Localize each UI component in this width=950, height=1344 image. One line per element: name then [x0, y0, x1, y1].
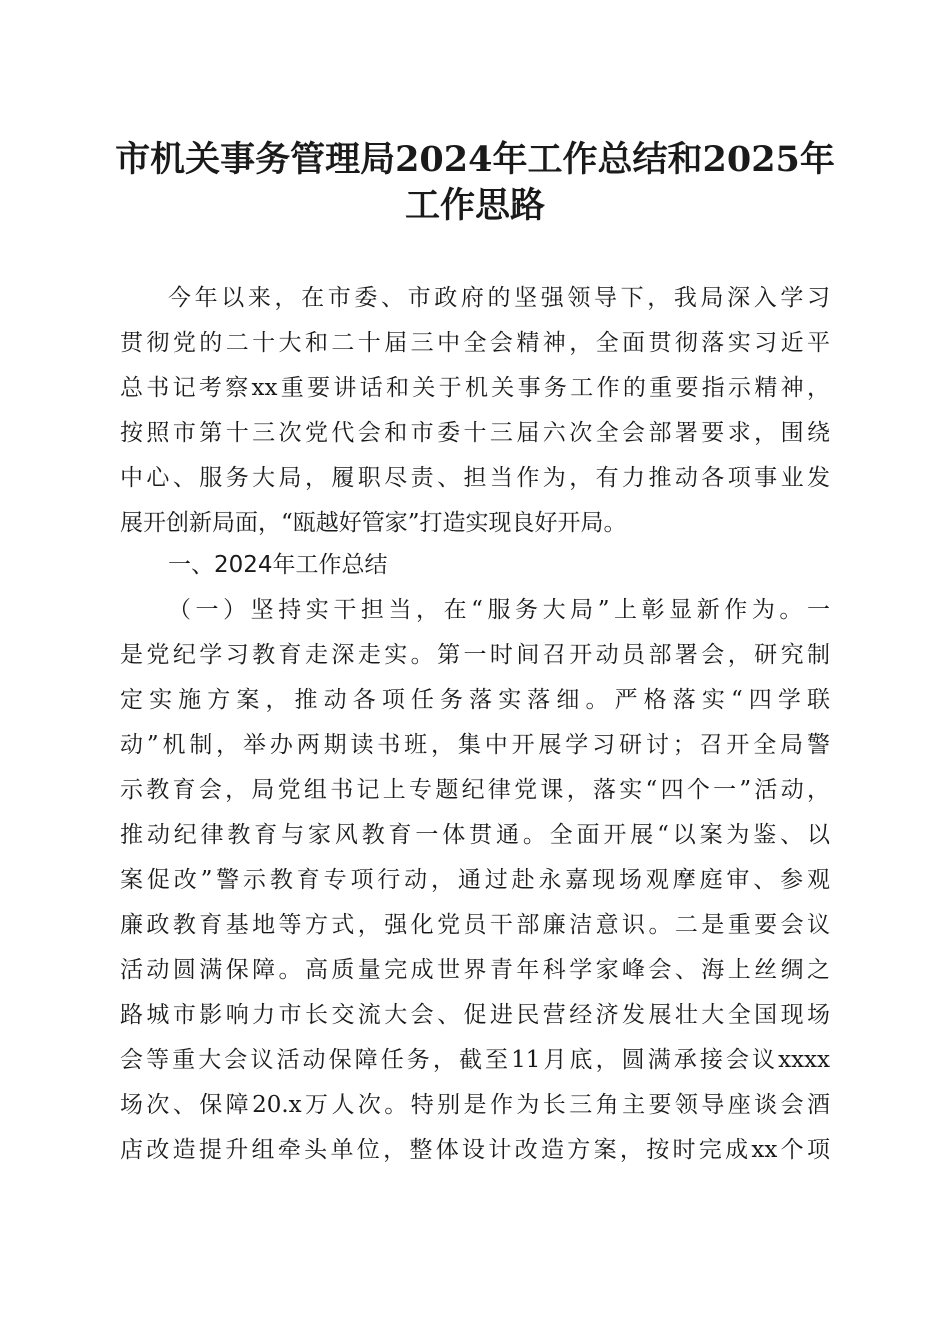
body-line: 路城市影响力市长交流大会、促进民营经济发展壮大全国现场 — [120, 1002, 830, 1028]
body-line: 是党纪学习教育走深走实。第一时间召开动员部署会，研究制 — [120, 642, 830, 668]
document-title-line-1: 市机关事务管理局2024年工作总结和2025年 — [115, 139, 835, 180]
document-title-line-2: 工作思路 — [404, 185, 545, 226]
body-line: 定实施方案，推动各项任务落实落细。严格落实“四学联 — [120, 687, 830, 713]
intro-line: 总书记考察xx重要讲话和关于机关事务工作的重要指示精神， — [120, 375, 830, 401]
section-heading: 一、2024年工作总结 — [168, 552, 388, 578]
body-line: 活动圆满保障。高质量完成世界青年科学家峰会、海上丝绸之 — [120, 957, 830, 983]
intro-line: 今年以来，在市委、市政府的坚强领导下，我局深入学习 — [168, 285, 830, 311]
body-line: 廉政教育基地等方式，强化党员干部廉洁意识。二是重要会议 — [120, 912, 830, 938]
body-line: 场次、保障20.x万人次。特别是作为长三角主要领导座谈会酒 — [120, 1092, 830, 1118]
intro-line: 按照市第十三次党代会和市委十三届六次全会部署要求，围绕 — [120, 420, 830, 446]
body-line: 示教育会，局党组书记上专题纪律党课，落实“四个一”活动， — [120, 777, 830, 803]
body-line: 店改造提升组牵头单位，整体设计改造方案，按时完成xx个项 — [120, 1137, 830, 1163]
body-line: （一）坚持实干担当，在“服务大局”上彰显新作为。一 — [168, 597, 830, 623]
body-line: 会等重大会议活动保障任务，截至11月底，圆满承接会议xxxx — [120, 1047, 830, 1073]
intro-line: 中心、服务大局，履职尽责、担当作为，有力推动各项事业发 — [120, 465, 830, 491]
body-line: 动”机制，举办两期读书班，集中开展学习研讨；召开全局警 — [120, 732, 830, 758]
intro-line: 贯彻党的二十大和二十届三中全会精神，全面贯彻落实习近平 — [120, 330, 830, 356]
intro-line: 展开创新局面，“瓯越好管家”打造实现良好开局。 — [120, 510, 627, 536]
body-line: 案促改”警示教育专项行动，通过赴永嘉现场观摩庭审、参观 — [120, 867, 830, 893]
body-line: 推动纪律教育与家风教育一体贯通。全面开展“以案为鉴、以 — [120, 822, 830, 848]
